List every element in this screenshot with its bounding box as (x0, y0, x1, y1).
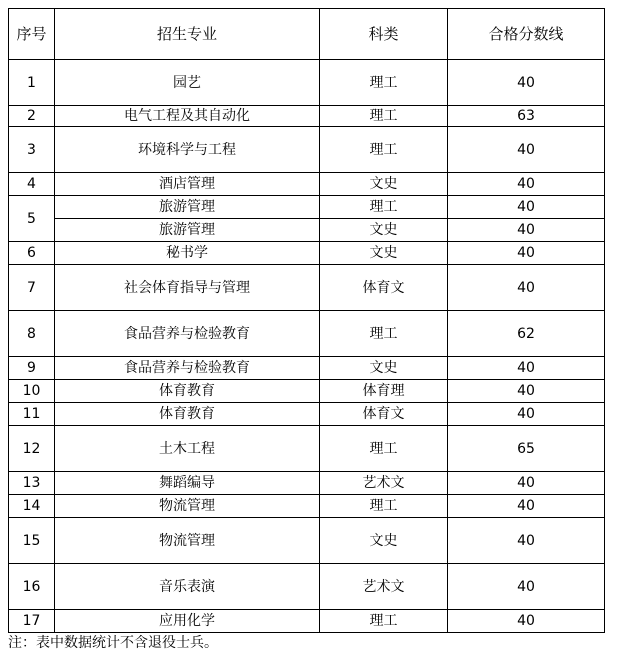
row-index: 1 (9, 60, 55, 106)
row-category: 理工 (320, 495, 448, 518)
row-category: 艺术文 (320, 472, 448, 495)
row-major: 应用化学 (55, 610, 320, 633)
row-major: 旅游管理 (55, 196, 320, 219)
row-category: 理工 (320, 610, 448, 633)
row-score: 40 (448, 564, 605, 610)
table-row (9, 564, 605, 610)
table-row (9, 403, 605, 426)
row-index: 10 (9, 380, 55, 403)
table-row (9, 196, 605, 219)
row-major: 环境科学与工程 (55, 127, 320, 173)
header-major: 招生专业 (55, 9, 320, 60)
row-score: 40 (448, 357, 605, 380)
row-category: 文史 (320, 518, 448, 564)
table-row (9, 60, 605, 106)
row-score: 40 (448, 196, 605, 219)
row-score: 40 (448, 495, 605, 518)
row-category: 体育文 (320, 403, 448, 426)
header-category: 科类 (320, 9, 448, 60)
row-score: 40 (448, 219, 605, 242)
row-score: 40 (448, 380, 605, 403)
row-index: 15 (9, 518, 55, 564)
row-category: 理工 (320, 426, 448, 472)
row-index: 9 (9, 357, 55, 380)
row-index: 7 (9, 265, 55, 311)
row-major: 秘书学 (55, 242, 320, 265)
row-major: 土木工程 (55, 426, 320, 472)
row-major: 舞蹈编导 (55, 472, 320, 495)
table-row (9, 311, 605, 357)
admission-score-table (8, 8, 605, 633)
row-major: 物流管理 (55, 518, 320, 564)
row-category: 文史 (320, 242, 448, 265)
row-category: 艺术文 (320, 564, 448, 610)
row-category: 文史 (320, 357, 448, 380)
table-row (9, 106, 605, 127)
table-footnote: 注：表中数据统计不含退役士兵。 (8, 635, 218, 651)
row-score: 40 (448, 265, 605, 311)
row-category: 理工 (320, 196, 448, 219)
row-index: 5 (9, 196, 55, 242)
row-index: 4 (9, 173, 55, 196)
row-major: 社会体育指导与管理 (55, 265, 320, 311)
row-category: 理工 (320, 106, 448, 127)
row-category: 理工 (320, 311, 448, 357)
row-index: 12 (9, 426, 55, 472)
row-category: 体育文 (320, 265, 448, 311)
table-row (9, 426, 605, 472)
row-index: 17 (9, 610, 55, 633)
row-major: 酒店管理 (55, 173, 320, 196)
row-category: 体育理 (320, 380, 448, 403)
row-score: 65 (448, 426, 605, 472)
row-major: 食品营养与检验教育 (55, 357, 320, 380)
table-header-row (9, 9, 605, 60)
row-score: 40 (448, 518, 605, 564)
row-major: 体育教育 (55, 403, 320, 426)
table-row (9, 380, 605, 403)
row-score: 40 (448, 60, 605, 106)
header-score: 合格分数线 (448, 9, 605, 60)
row-score: 63 (448, 106, 605, 127)
row-major: 电气工程及其自动化 (55, 106, 320, 127)
table-row (9, 518, 605, 564)
row-major: 音乐表演 (55, 564, 320, 610)
row-score: 62 (448, 311, 605, 357)
table-row (9, 242, 605, 265)
row-index: 8 (9, 311, 55, 357)
table-row (9, 127, 605, 173)
row-major: 食品营养与检验教育 (55, 311, 320, 357)
row-index: 14 (9, 495, 55, 518)
row-index: 11 (9, 403, 55, 426)
row-category: 理工 (320, 127, 448, 173)
row-index: 13 (9, 472, 55, 495)
table-row (9, 472, 605, 495)
row-category: 文史 (320, 219, 448, 242)
row-major: 物流管理 (55, 495, 320, 518)
table-row (9, 219, 605, 242)
table-row (9, 357, 605, 380)
row-score: 40 (448, 127, 605, 173)
table-row (9, 495, 605, 518)
row-index: 16 (9, 564, 55, 610)
row-category: 文史 (320, 173, 448, 196)
header-index: 序号 (9, 9, 55, 60)
table-body (9, 60, 605, 633)
row-score: 40 (448, 173, 605, 196)
row-major: 园艺 (55, 60, 320, 106)
row-index: 3 (9, 127, 55, 173)
row-index: 6 (9, 242, 55, 265)
table-row (9, 610, 605, 633)
row-category: 理工 (320, 60, 448, 106)
row-score: 40 (448, 610, 605, 633)
row-index: 2 (9, 106, 55, 127)
row-score: 40 (448, 242, 605, 265)
row-score: 40 (448, 472, 605, 495)
row-major: 旅游管理 (55, 219, 320, 242)
row-major: 体育教育 (55, 380, 320, 403)
row-score: 40 (448, 403, 605, 426)
table-row (9, 173, 605, 196)
table-row (9, 265, 605, 311)
